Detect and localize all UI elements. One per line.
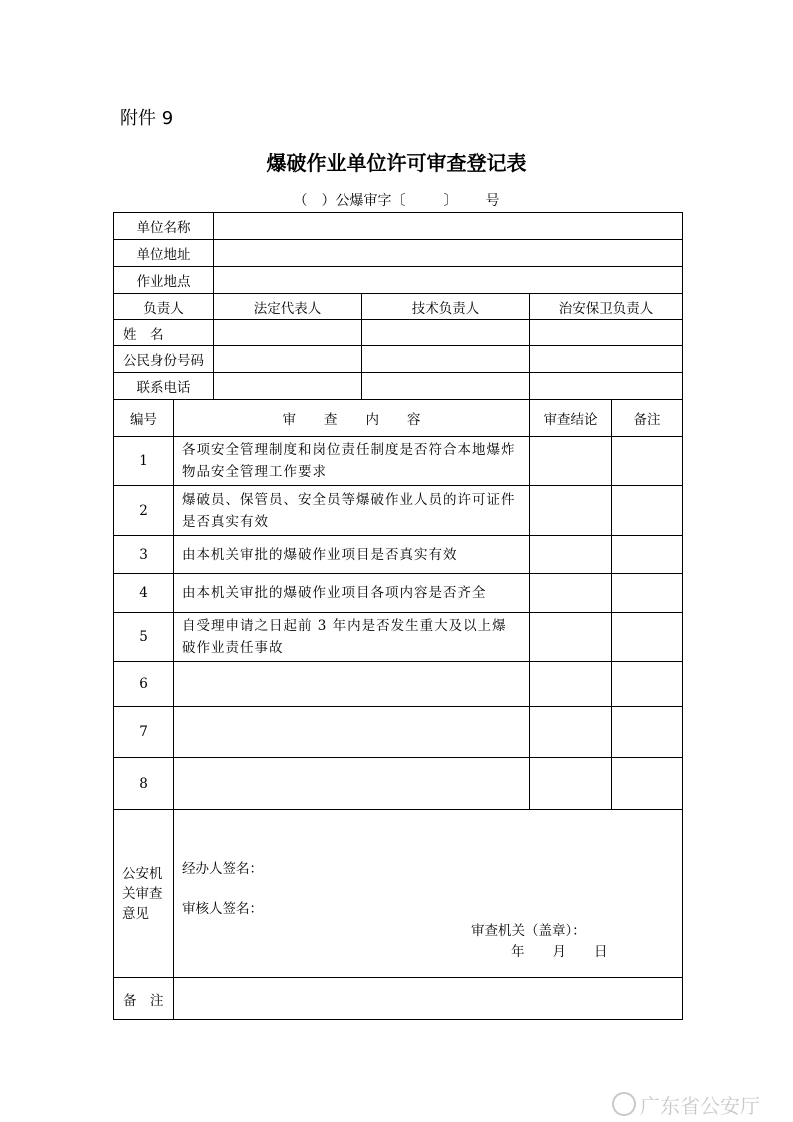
table-row xyxy=(114,437,683,486)
item-content: 爆破员、保管员、安全员等爆破作业人员的许可证件是否真实有效 xyxy=(174,486,530,536)
legal-rep-phone[interactable] xyxy=(214,373,362,400)
item-content: 由本机关审批的爆破作业项目各项内容是否齐全 xyxy=(174,574,530,613)
form-title: 爆破作业单位许可审查登记表 xyxy=(266,151,527,175)
doc-no-close: 〕 xyxy=(443,193,458,209)
tech-lead-id[interactable] xyxy=(362,346,530,373)
col-conclusion-header: 审查结论 xyxy=(530,400,612,437)
doc-no-prefix: （ ）公爆审字〔 xyxy=(293,193,406,209)
row-id-number xyxy=(114,346,683,373)
item-remarks[interactable] xyxy=(612,707,683,758)
unit-address-label: 单位地址 xyxy=(114,240,214,267)
item-conclusion[interactable] xyxy=(530,486,612,536)
table-row xyxy=(114,662,683,707)
item-number: 1 xyxy=(114,437,174,486)
row-responsible-header xyxy=(114,294,683,320)
table-row xyxy=(114,536,683,574)
item-conclusion[interactable] xyxy=(530,662,612,707)
item-conclusion[interactable] xyxy=(530,707,612,758)
row-work-site xyxy=(114,267,683,294)
item-conclusion[interactable] xyxy=(530,536,612,574)
item-remarks[interactable] xyxy=(612,486,683,536)
item-remarks[interactable] xyxy=(612,758,683,810)
police-badge-icon xyxy=(612,1092,636,1116)
watermark xyxy=(612,1090,760,1119)
item-conclusion[interactable] xyxy=(530,758,612,810)
item-number: 3 xyxy=(114,536,174,574)
item-content[interactable] xyxy=(174,707,530,758)
review-date: 年 月 日 xyxy=(511,943,608,960)
table-row xyxy=(114,707,683,758)
item-remarks[interactable] xyxy=(612,574,683,613)
watermark-text: 广东省公安厅 xyxy=(640,1094,760,1118)
item-number: 6 xyxy=(114,662,174,707)
item-conclusion[interactable] xyxy=(530,437,612,486)
row-unit-name xyxy=(114,213,683,240)
registration-table xyxy=(113,212,683,1020)
item-number: 8 xyxy=(114,758,174,810)
item-content: 自受理申请之日起前 3 年内是否发生重大及以上爆破作业责任事故 xyxy=(174,613,530,662)
security-lead-name[interactable] xyxy=(530,320,683,346)
security-lead-header: 治安保卫负责人 xyxy=(530,294,683,320)
item-number: 2 xyxy=(114,486,174,536)
security-lead-phone[interactable] xyxy=(530,373,683,400)
phone-label: 联系电话 xyxy=(114,373,214,400)
reviewer-signature: 审核人签名： xyxy=(182,900,263,917)
col-remarks-header: 备注 xyxy=(612,400,683,437)
item-conclusion[interactable] xyxy=(530,574,612,613)
item-remarks[interactable] xyxy=(612,613,683,662)
item-content[interactable] xyxy=(174,758,530,810)
handler-signature: 经办人签名： xyxy=(182,860,263,877)
row-police-opinion xyxy=(114,810,683,978)
tech-lead-header: 技术负责人 xyxy=(362,294,530,320)
item-content: 由本机关审批的爆破作业项目是否真实有效 xyxy=(174,536,530,574)
doc-no-suffix: 号 xyxy=(485,193,500,209)
police-opinion-box[interactable] xyxy=(174,810,683,978)
unit-address-value[interactable] xyxy=(214,240,683,267)
col-content-header: 审 查 内 容 xyxy=(174,400,530,437)
unit-name-value[interactable] xyxy=(214,213,683,240)
row-remarks xyxy=(114,978,683,1020)
police-opinion-label: 公安机关审查意见 xyxy=(114,810,174,978)
legal-rep-id[interactable] xyxy=(214,346,362,373)
review-organ-seal: 审查机关（盖章）： xyxy=(471,922,586,939)
tech-lead-name[interactable] xyxy=(362,320,530,346)
row-phone xyxy=(114,373,683,400)
col-no-header: 编号 xyxy=(114,400,174,437)
work-site-value[interactable] xyxy=(214,267,683,294)
row-unit-address xyxy=(114,240,683,267)
item-remarks[interactable] xyxy=(612,536,683,574)
row-name xyxy=(114,320,683,346)
table-row xyxy=(114,758,683,810)
item-conclusion[interactable] xyxy=(530,613,612,662)
attachment-label: 附件 9 xyxy=(120,108,174,129)
unit-name-label: 单位名称 xyxy=(114,213,214,240)
remarks-value[interactable] xyxy=(174,978,683,1020)
row-review-header xyxy=(114,400,683,437)
tech-lead-phone[interactable] xyxy=(362,373,530,400)
item-content[interactable] xyxy=(174,662,530,707)
item-number: 7 xyxy=(114,707,174,758)
table-row xyxy=(114,486,683,536)
legal-rep-name[interactable] xyxy=(214,320,362,346)
document-number xyxy=(0,190,793,210)
id-number-label: 公民身份号码 xyxy=(114,346,214,373)
responsible-header: 负责人 xyxy=(114,294,214,320)
security-lead-id[interactable] xyxy=(530,346,683,373)
item-number: 5 xyxy=(114,613,174,662)
table-row xyxy=(114,613,683,662)
name-label: 姓 名 xyxy=(114,320,214,346)
legal-rep-header: 法定代表人 xyxy=(214,294,362,320)
item-remarks[interactable] xyxy=(612,662,683,707)
remarks-label: 备 注 xyxy=(114,978,174,1020)
table-row xyxy=(114,574,683,613)
work-site-label: 作业地点 xyxy=(114,267,214,294)
item-content: 各项安全管理制度和岗位责任制度是否符合本地爆炸物品安全管理工作要求 xyxy=(174,437,530,486)
item-number: 4 xyxy=(114,574,174,613)
item-remarks[interactable] xyxy=(612,437,683,486)
